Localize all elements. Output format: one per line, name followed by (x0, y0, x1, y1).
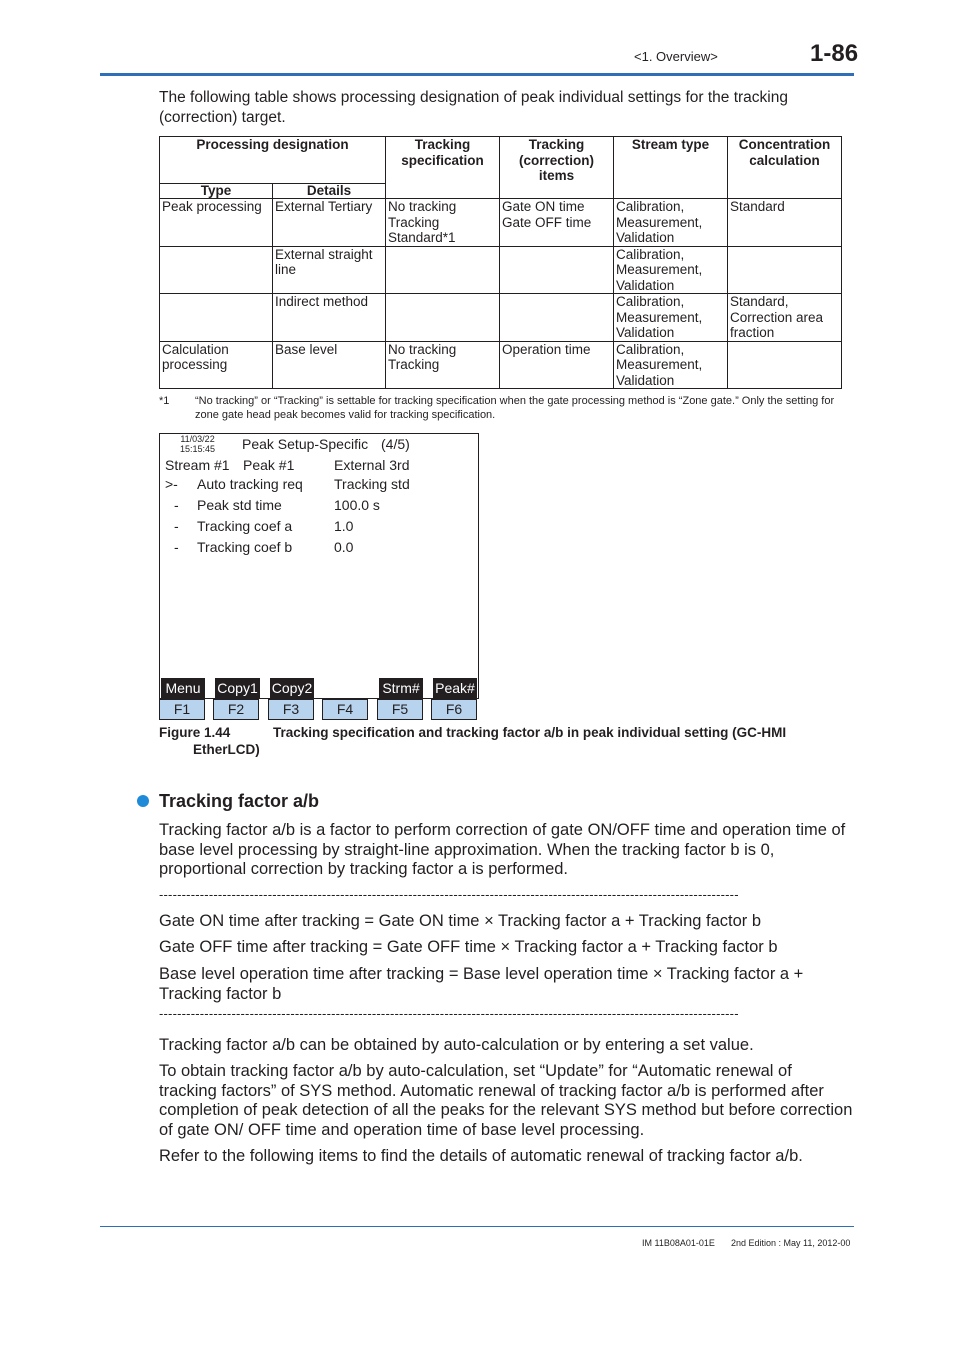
softkey-strm[interactable]: Strm# (379, 678, 423, 698)
paragraph-auto-calc: To obtain tracking factor a/b by auto-calculation, set “Update” for “Automatic renewal of tracking factors” of SYS method. Automatic renewal of tracking factor a/b is performed after completion of peak detection of all the peaks for the relevant SYS method but before correction of gate ON/ OFF time and operation time of base level processing. (159, 1062, 853, 1139)
row-value[interactable]: Tracking std (334, 476, 410, 492)
screen-method: External 3rd (334, 457, 410, 473)
document-id: IM 11B08A01-01E (642, 1238, 715, 1248)
row-label[interactable]: Peak std time (197, 497, 282, 513)
f2-key[interactable]: F2 (213, 699, 259, 720)
cell-stream: Calibration, Measurement, Validation (614, 294, 728, 342)
cell-spec: No tracking Tracking (386, 341, 500, 389)
softkey-menu[interactable]: Menu (161, 678, 205, 698)
f3-key[interactable]: F3 (268, 699, 314, 720)
equation-gate-off: Gate OFF time after tracking = Gate OFF time × Tracking factor a + Tracking factor b (159, 938, 778, 956)
cell-details: External straight line (273, 246, 386, 294)
page-number: 1-86 (810, 40, 859, 67)
cell-items (500, 294, 614, 342)
col-tracking-spec: Tracking specification (386, 137, 500, 199)
cell-conc: Standard, Correction area fraction (728, 294, 842, 342)
cell-spec (386, 294, 500, 342)
cell-stream: Calibration, Measurement, Validation (614, 199, 728, 247)
figure-number: Figure 1.44 (159, 725, 231, 740)
screen-stream: Stream #1 (165, 457, 230, 473)
cell-type: Calculation processing (160, 341, 273, 389)
row-marker: >- (165, 476, 178, 492)
equation-gate-on: Gate ON time after tracking = Gate ON time × Tracking factor a + Tracking factor b (159, 912, 762, 930)
table-row (160, 246, 842, 294)
cell-items (500, 246, 614, 294)
cell-spec: No tracking Tracking Standard*1 (386, 199, 500, 247)
equation-base-level: Base level operation time after tracking = Base level operation time × Tracking factor a + Tracking factor b (159, 965, 804, 1003)
function-key-row (159, 699, 479, 720)
dash-divider: -------------------------------------------------------------------------------------------------------------------------------- (159, 887, 739, 902)
cell-type (160, 246, 273, 294)
cell-stream: Calibration, Measurement, Validation (614, 246, 728, 294)
softkey-copy1[interactable]: Copy1 (215, 678, 260, 698)
cell-details: Indirect method (273, 294, 386, 342)
table-row (160, 341, 842, 389)
row-value[interactable]: 0.0 (334, 539, 354, 555)
screen-datetime (180, 434, 215, 454)
processing-table (159, 136, 842, 389)
paragraph-definition: Tracking factor a/b is a factor to perform correction of gate ON/OFF time and operation time of base level processing by straight-line approximation. When the tracking factor b is 0, proportional correction by tracking factor a is performed. (159, 821, 846, 878)
cell-spec (386, 246, 500, 294)
f6-key[interactable]: F6 (431, 699, 477, 720)
row-value[interactable]: 1.0 (334, 518, 354, 534)
footnote-mark: *1 (159, 395, 170, 407)
section-label: <1. Overview> (634, 49, 718, 64)
header-rule (100, 73, 854, 76)
figure-caption-cont: EtherLCD) (193, 742, 260, 757)
cell-conc (728, 341, 842, 389)
paragraph-refer: Refer to the following items to find the details of automatic renewal of tracking factor a/b. (159, 1147, 803, 1165)
f1-key[interactable]: F1 (159, 699, 205, 720)
paragraph-obtain: Tracking factor a/b can be obtained by auto-calculation or by entering a set value. (159, 1036, 754, 1054)
dash-divider: -------------------------------------------------------------------------------------------------------------------------------- (159, 1006, 739, 1021)
screen-date: 11/03/22 (180, 434, 215, 444)
col-concentration: Concentration calculation (728, 137, 842, 199)
row-label[interactable]: Auto tracking req (197, 476, 303, 492)
row-marker: - (174, 539, 179, 555)
cell-type (160, 294, 273, 342)
table-row (160, 294, 842, 342)
screen-page: (4/5) (381, 436, 410, 452)
screen-title: Peak Setup-Specific (242, 436, 369, 452)
footnote-text: “No tracking” or “Tracking” is settable for tracking specification when the gate processing method is “Zone gate.” Only the setting for zone gate head peak becomes valid for tracking specification. (195, 395, 835, 421)
row-label[interactable]: Tracking coef b (197, 539, 293, 555)
col-processing: Processing designation (160, 137, 386, 184)
edition-info: 2nd Edition : May 11, 2012-00 (731, 1238, 851, 1248)
softkey-peak[interactable]: Peak# (433, 678, 477, 698)
cell-items: Gate ON time Gate OFF time (500, 199, 614, 247)
row-marker: - (174, 518, 179, 534)
softkey-copy2[interactable]: Copy2 (271, 680, 313, 696)
col-tracking-items: Tracking (correction) items (500, 137, 614, 199)
row-marker: - (174, 497, 179, 513)
cell-details: External Tertiary (273, 199, 386, 247)
f4-key[interactable]: F4 (322, 699, 368, 720)
screen-time: 15:15:45 (180, 444, 216, 454)
cell-stream: Calibration, Measurement, Validation (614, 341, 728, 389)
row-value[interactable]: 100.0 s (334, 497, 380, 513)
hmi-screen (159, 433, 479, 699)
softkey-bar (160, 678, 478, 698)
bullet-icon (137, 795, 149, 807)
cell-conc (728, 246, 842, 294)
section-heading: Tracking factor a/b (159, 791, 320, 811)
intro-paragraph: The following table shows processing designation of peak individual settings for the tracking (correction) target. (159, 89, 788, 126)
cell-items: Operation time (500, 341, 614, 389)
col-details: Details (273, 184, 386, 199)
screen-peak: Peak #1 (243, 457, 295, 473)
figure-caption: Tracking specification and tracking factor a/b in peak individual setting (GC-HMI (273, 725, 787, 740)
col-stream-type: Stream type (614, 137, 728, 199)
footer-rule (100, 1226, 854, 1227)
cell-conc: Standard (728, 199, 842, 247)
cell-details: Base level (273, 341, 386, 389)
row-label[interactable]: Tracking coef a (197, 518, 293, 534)
cell-type: Peak processing (160, 199, 273, 247)
f5-key[interactable]: F5 (377, 699, 423, 720)
table-row (160, 199, 842, 247)
col-type: Type (160, 184, 273, 199)
